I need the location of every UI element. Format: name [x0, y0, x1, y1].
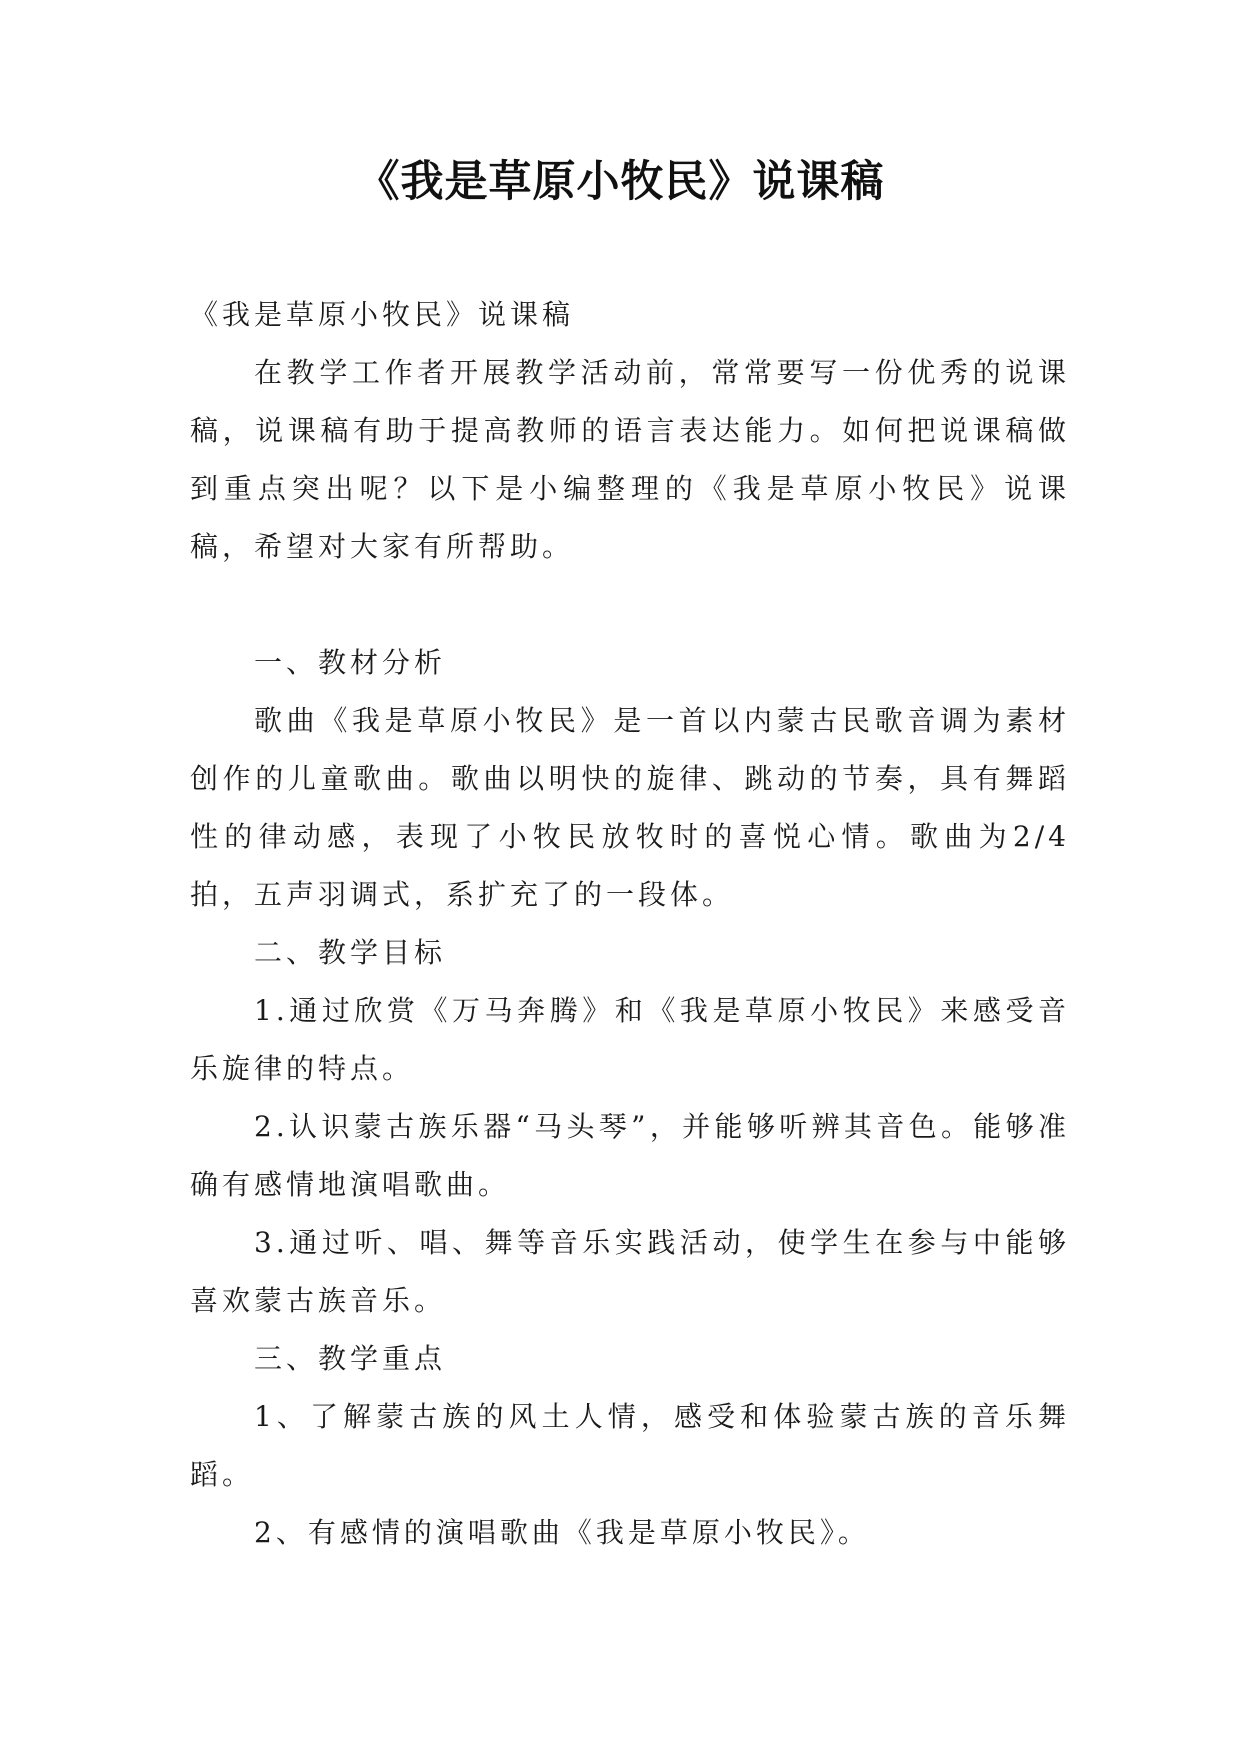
key-point-item-1: 1、了解蒙古族的风土人情，感受和体验蒙古族的音乐舞蹈。	[190, 1400, 1070, 1491]
section-heading-goals: 二、教学目标	[254, 936, 447, 969]
goal-item-1: 1.通过欣赏《万马奔腾》和《我是草原小牧民》来感受音乐旋律的特点。	[190, 994, 1070, 1085]
section-heading-materials: 一、教材分析	[254, 646, 447, 679]
goal-item-3: 3.通过听、唱、舞等音乐实践活动，使学生在参与中能够喜欢蒙古族音乐。	[190, 1226, 1070, 1317]
subtitle-line: 《我是草原小牧民》说课稿	[190, 298, 575, 331]
document-body	[190, 286, 1070, 1562]
goal-item-2: 2.认识蒙古族乐器“马头琴”，并能够听辨其音色。能够准确有感情地演唱歌曲。	[190, 1110, 1070, 1201]
document-title: 《我是草原小牧民》说课稿	[356, 157, 885, 207]
key-point-item-2: 2、有感情的演唱歌曲《我是草原小牧民》。	[254, 1516, 870, 1549]
paragraph-spacer	[190, 576, 1070, 634]
intro-paragraph: 在教学工作者开展教学活动前，常常要写一份优秀的说课稿，说课稿有助于提高教师的语言表达能力。如何把说课稿做到重点突出呢？以下是小编整理的《我是草原小牧民》说课稿，希望对大家有所帮助。	[190, 356, 1070, 563]
section-heading-key-points: 三、教学重点	[254, 1342, 447, 1375]
materials-paragraph: 歌曲《我是草原小牧民》是一首以内蒙古民歌音调为素材创作的儿童歌曲。歌曲以明快的旋律、跳动的节奏，具有舞蹈性的律动感，表现了小牧民放牧时的喜悦心情。歌曲为2/4拍，五声羽调式，系扩充了的一段体。	[190, 704, 1070, 911]
